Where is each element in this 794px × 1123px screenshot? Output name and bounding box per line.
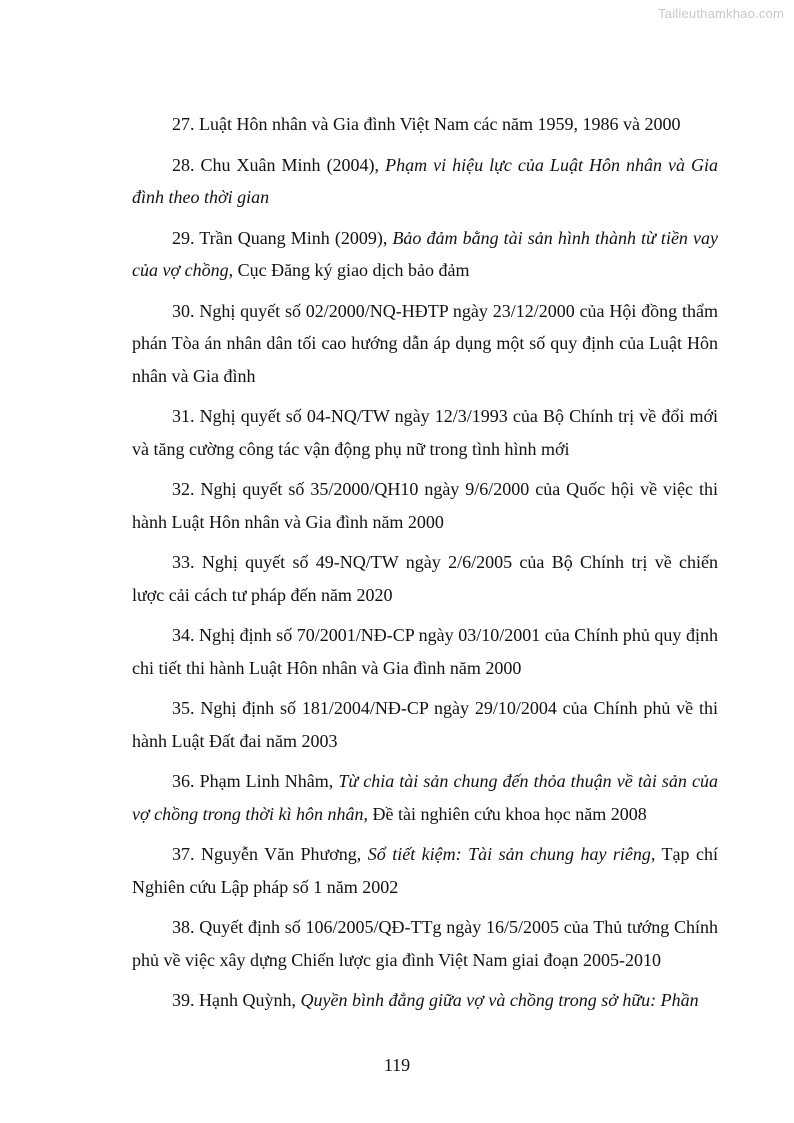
reference-text: 30. Nghị quyết số 02/2000/NQ-HĐTP ngày 23/12/2000 của Hội đồng thẩm phán Tòa án nhân dân tối cao hướng dẫn áp dụng một số quy định của Luật Hôn nhân và Gia đình — [132, 300, 718, 386]
reference-item — [132, 838, 718, 903]
reference-text: , Đề tài nghiên cứu khoa học năm 2008 — [363, 803, 647, 824]
reference-title: Bảo đảm bằng tài sản hình thành từ tiền vay của vợ chồng — [132, 227, 718, 280]
reference-text: 36. Phạm Linh Nhâm, — [172, 771, 339, 791]
reference-text: 31. Nghị quyết số 04-NQ/TW ngày 12/3/1993 của Bộ Chính trị về đổi mới và tăng cường công tác vận động phụ nữ trong tình hình mới — [132, 406, 718, 459]
reference-item — [132, 473, 718, 538]
reference-text: 35. Nghị định số 181/2004/NĐ-CP ngày 29/10/2004 của Chính phủ về thi hành Luật Đất đai năm 2003 — [132, 698, 718, 751]
reference-item — [132, 400, 718, 465]
reference-text: 34. Nghị định số 70/2001/NĐ-CP ngày 03/10/2001 của Chính phủ quy định chi tiết thi hành Luật Hôn nhân và Gia đình năm 2000 — [132, 625, 718, 678]
reference-text: 37. Nguyễn Văn Phương, — [172, 844, 368, 864]
reference-text: 29. Trần Quang Minh (2009), — [172, 227, 393, 248]
reference-item — [132, 295, 718, 393]
reference-item — [132, 911, 718, 976]
page-number: 119 — [383, 1055, 411, 1075]
reference-list — [132, 108, 718, 1025]
reference-item — [132, 222, 718, 287]
reference-text: 27. Luật Hôn nhân và Gia đình Việt Nam các năm 1959, 1986 và 2000 — [172, 114, 681, 134]
watermark: Tailieuthamkhao.com — [658, 6, 784, 21]
reference-item — [132, 108, 718, 141]
reference-text: , Tạp chí Nghiên cứu Lập pháp số 1 năm 2002 — [132, 844, 718, 897]
reference-title: Phạm vi hiệu lực của Luật Hôn nhân và Gia đình theo thời gian — [132, 154, 718, 207]
reference-text: , Cục Đăng ký giao dịch bảo đảm — [228, 260, 470, 280]
reference-text: 33. Nghị quyết số 49-NQ/TW ngày 2/6/2005 của Bộ Chính trị về chiến lược cải cách tư pháp đến năm 2020 — [132, 552, 718, 605]
reference-item — [132, 984, 718, 1017]
reference-text: 32. Nghị quyết số 35/2000/QH10 ngày 9/6/2000 của Quốc hội về việc thi hành Luật Hôn nhân và Gia đình năm 2000 — [132, 479, 718, 532]
reference-title: Từ chia tài sản chung đến thỏa thuận về tài sản của vợ chồng trong thời kì hôn nhân — [132, 771, 718, 824]
reference-title: Quyền bình đẳng giữa vợ và chồng trong sở hữu: Phần — [300, 990, 699, 1010]
reference-item — [132, 546, 718, 611]
reference-title: Sổ tiết kiệm: Tài sản chung hay riêng — [367, 844, 651, 864]
reference-text: 39. Hạnh Quỳnh, — [172, 990, 301, 1010]
reference-text: 38. Quyết định số 106/2005/QĐ-TTg ngày 16/5/2005 của Thủ tướng Chính phủ về việc xây dựng Chiến lược gia đình Việt Nam giai đoạn 2005-2010 — [132, 917, 718, 970]
reference-item — [132, 619, 718, 684]
reference-text: 28. Chu Xuân Minh (2004), — [172, 154, 386, 175]
reference-item — [132, 765, 718, 830]
reference-item — [132, 692, 718, 757]
reference-item — [132, 149, 718, 214]
